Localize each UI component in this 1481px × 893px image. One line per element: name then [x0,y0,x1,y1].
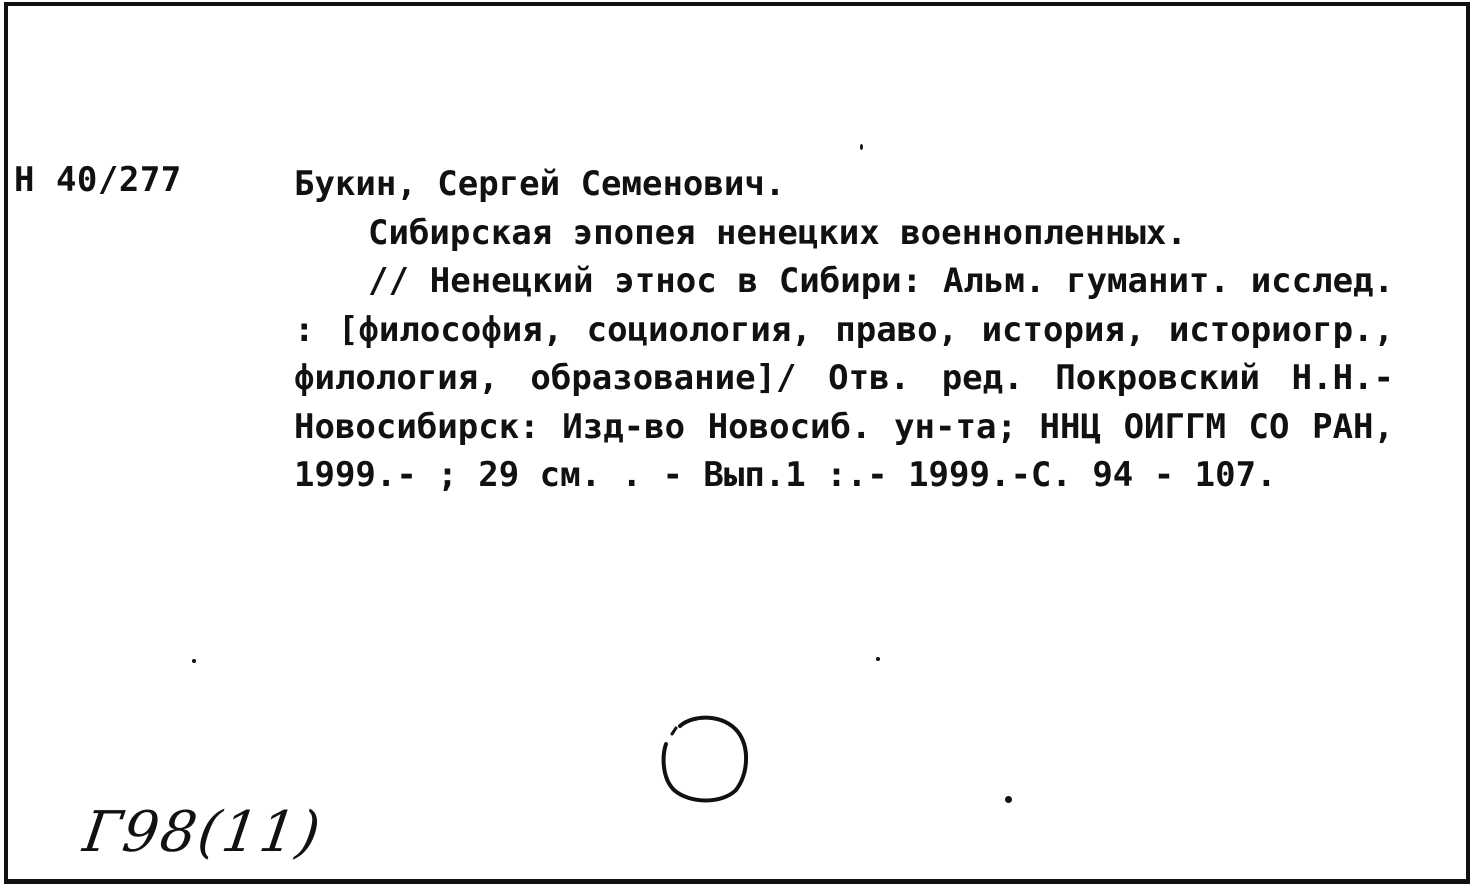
shelfmark: Н 40/277 [14,160,182,200]
author-heading: Букин, Сергей Семенович. [294,164,786,204]
punch-hole-icon [660,712,748,804]
ink-speck [860,144,863,150]
handwritten-classification-code: Г98(11) [79,800,326,865]
ink-speck [876,657,880,661]
article-title: Сибирская эпопея ненецких военнопленных. [368,212,1187,253]
ink-speck [192,659,196,663]
bibliographic-entry [294,160,1394,500]
source-description: // Ненецкий этнос в Сибири: Альм. гуманит. исслед. : [философия, социология, право, история, историогр., филология, образование]/ Отв. ред. Покровский Н.Н.- Новосибирск: Изд-во Новосиб. ун-та; ННЦ ОИГГМ СО РАН, 1999.- ; 29 см. . - Вып.1 :.- 1999.-С. 94 - 107. [294,261,1394,495]
ink-speck [1005,796,1012,803]
